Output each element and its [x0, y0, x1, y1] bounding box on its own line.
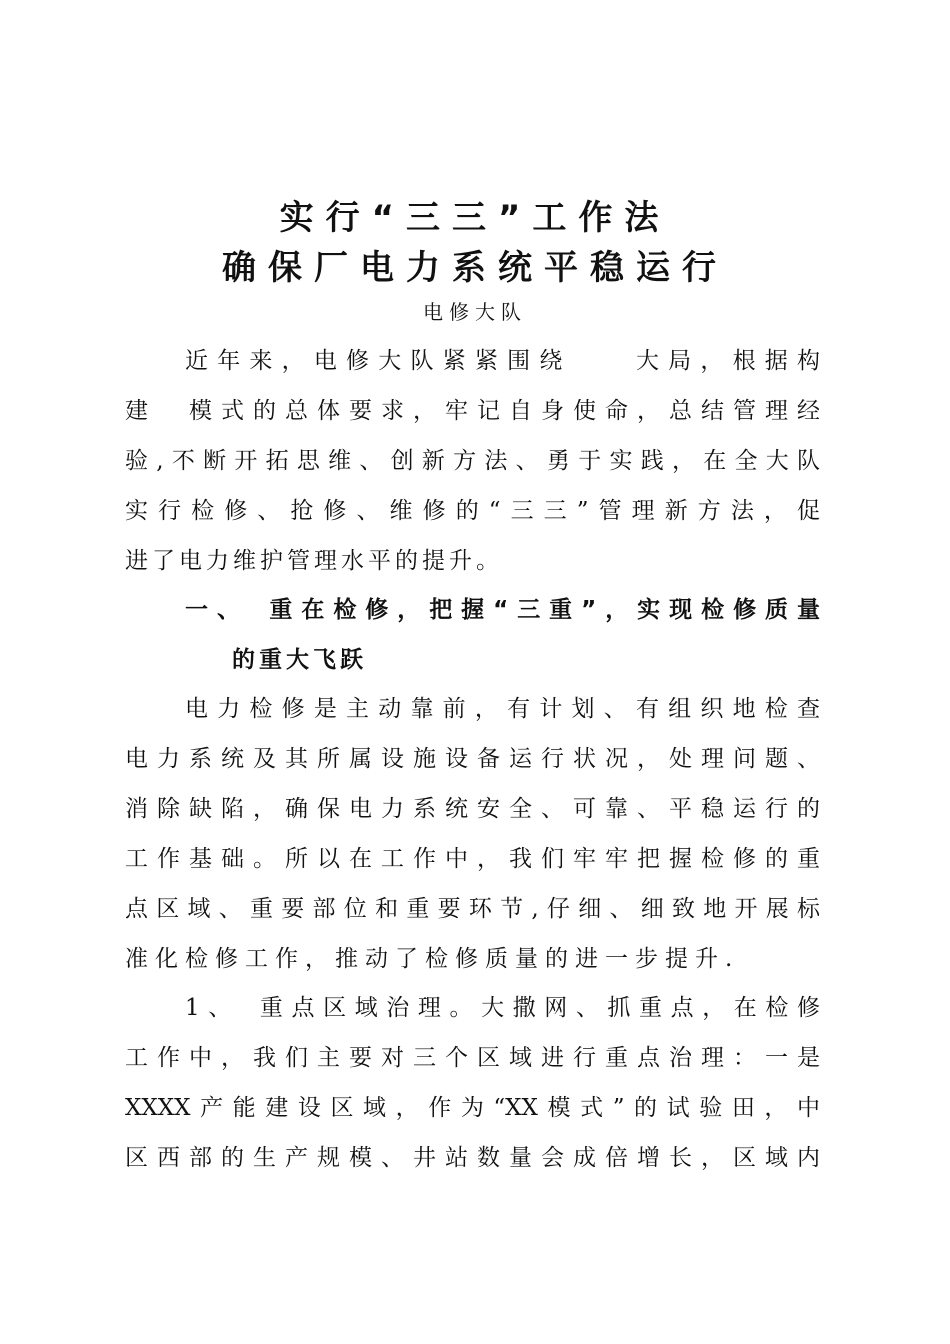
subsection-line: 1、 重点区域治理。大撒网、抓重点，在检修	[185, 995, 820, 1021]
body-line: 电力系统及其所属设施设备运行状况，处理问题、	[125, 746, 820, 772]
body-line: 实行检修、抢修、维修的“三三”管理新方法，促	[125, 498, 820, 524]
body-line: 工作基础。所以在工作中，我们牢牢把握检修的重	[125, 846, 820, 872]
body-line: 消除缺陷，确保电力系统安全、可靠、平稳运行的	[125, 796, 820, 822]
body-line: 进了电力维护管理水平的提升。	[125, 548, 503, 574]
section-heading: 一、 重在检修，把握“三重”，实现检修质量	[185, 597, 820, 623]
body-line: XXXX产能建设区域，作为“XX模式”的试验田，中	[125, 1095, 820, 1121]
body-line: 建 模式的总体要求，牢记自身使命，总结管理经	[125, 398, 820, 424]
body-line: 工作中，我们主要对三个区域进行重点治理：一是	[125, 1045, 820, 1071]
document-title-line-2: 确保厂电力系统平稳运行	[222, 248, 728, 288]
body-line: 验,不断开拓思维、创新方法、勇于实践，在全大队	[125, 448, 820, 474]
body-line: 点区域、重要部位和重要环节,仔细、细致地开展标	[125, 896, 820, 922]
body-line: 近年来，电修大队紧紧围绕 大局，根据构	[185, 348, 820, 374]
document-author: 电修大队	[423, 300, 527, 324]
body-line: 准化检修工作，推动了检修质量的进一步提升.	[125, 946, 740, 972]
document-title-line-1: 实行“三三”工作法	[279, 198, 671, 238]
body-line: 区西部的生产规模、井站数量会成倍增长，区域内	[125, 1145, 820, 1171]
body-line: 电力检修是主动靠前，有计划、有组织地检查	[185, 696, 820, 722]
section-heading-continued: 的重大飞跃	[232, 647, 367, 673]
